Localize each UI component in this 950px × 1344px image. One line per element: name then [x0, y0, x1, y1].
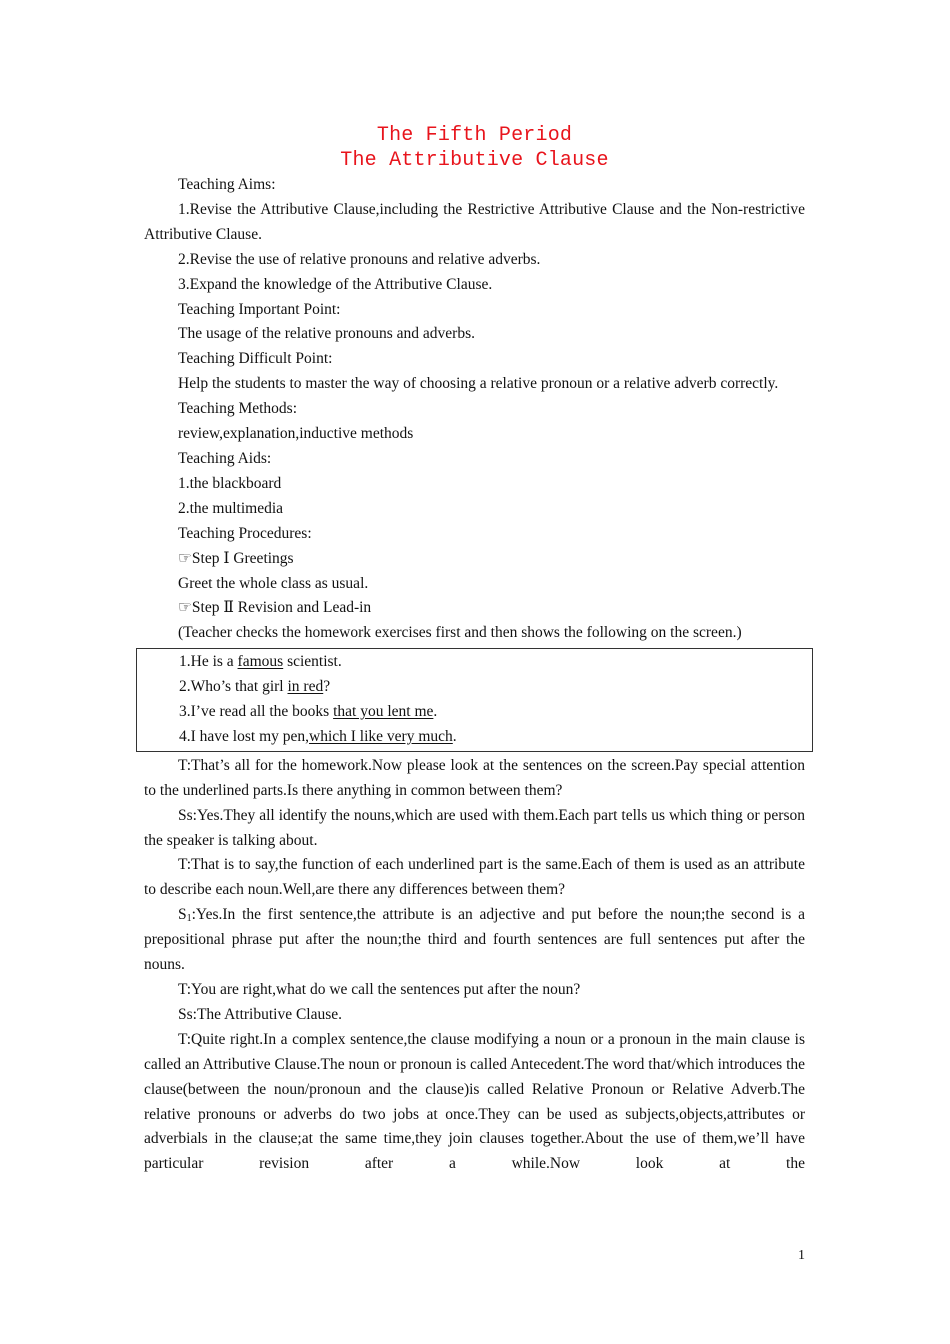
dialogue-5: T:You are right,what do we call the sentences put after the noun?	[178, 981, 581, 998]
box-sentence-3	[145, 700, 804, 725]
box-sentence-2-post: ?	[323, 678, 331, 696]
methods-text: review,explanation,inductive methods	[178, 425, 414, 443]
important-point-text: The usage of the relative pronouns and adverbs.	[178, 325, 475, 343]
box-sentence-3-underlined: that you lent me	[333, 703, 434, 721]
step-2-text: (Teacher checks the homework exercises first and then shows the following on the screen.)	[178, 624, 742, 642]
box-sentence-4-underlined: which I like very much	[309, 727, 453, 745]
screen-sentences-box	[136, 648, 813, 752]
aid-2: 2.the multimedia	[178, 499, 284, 517]
box-sentence-1-pre: 1.He is a	[179, 653, 238, 671]
box-sentence-2	[145, 675, 804, 700]
dialogue-1: T:That’s all for the homework.Now please look at the sentences on the screen.Pay special attention to the underlined parts.Is there anything in common between them?	[144, 756, 805, 799]
aids-heading: Teaching Aids:	[178, 449, 272, 467]
aim-1: 1.Revise the Attributive Clause,including the Restrictive Attributive Clause and the Non-restrictive Attributive Clause.	[144, 200, 805, 243]
step-1-heading: ☞Step Ⅰ Greetings	[178, 549, 294, 567]
box-sentence-1	[145, 650, 804, 675]
methods-heading: Teaching Methods:	[178, 400, 298, 418]
box-sentence-1-post: scientist.	[283, 653, 342, 671]
dialogue-6: Ss:The Attributive Clause.	[178, 1005, 343, 1023]
box-sentence-2-underlined: in red	[287, 678, 324, 696]
dialogue-7: T:Quite right.In a complex sentence,the clause modifying a noun or a pronoun in the main clause is called an Attributive Clause.The noun or pronoun is called Antecedent.The word that/which introduces the clause(between the noun/pronoun and the clause)is called Relative Pronoun or Relative Adverb.The relative pronouns or adverbs do two jobs at once.They can be used as subjects,objects,attributes or adverbials in the clause;at the same time,they join clauses together.About the use of them,we’ll have particular revision after a while.Now look at the	[144, 1030, 805, 1173]
box-sentence-3-post: .	[433, 703, 438, 721]
step-2-heading: ☞Step Ⅱ Revision and Lead-in	[178, 599, 372, 617]
dialogue-4	[144, 903, 805, 978]
title-line-1: The Fifth Period	[376, 124, 573, 147]
title-line-2: The Attributive Clause	[340, 149, 609, 172]
dialogue-3: T:That is to say,the function of each underlined part is the same.Each of them is used as an attribute to describe each noun.Well,are there any differences between them?	[144, 856, 805, 899]
difficult-point-text: Help the students to master the way of choosing a relative pronoun or a relative adverb correctly.	[178, 375, 779, 393]
box-sentence-3-pre: 3.I’ve read all the books	[179, 703, 334, 721]
dialogue-4-speaker: S	[178, 906, 187, 924]
difficult-point-heading: Teaching Difficult Point:	[178, 350, 333, 368]
aim-3: 3.Expand the knowledge of the Attributive Clause.	[178, 275, 493, 293]
box-sentence-4-post: .	[452, 727, 457, 745]
box-sentence-4-pre: 4.I have lost my pen,	[179, 727, 310, 745]
page-number: 1	[798, 1248, 805, 1263]
aid-1: 1.the blackboard	[178, 474, 282, 492]
aims-heading: Teaching Aims:	[178, 176, 276, 193]
aim-2: 2.Revise the use of relative pronouns and relative adverbs.	[178, 250, 541, 268]
procedures-heading: Teaching Procedures:	[178, 524, 312, 542]
box-sentence-1-underlined: famous	[237, 653, 284, 671]
important-point-heading: Teaching Important Point:	[178, 300, 341, 318]
dialogue-2: Ss:Yes.They all identify the nouns,which are used with them.Each part tells us which thing or person the speaker is talking about.	[144, 806, 805, 849]
dialogue-4-text: :Yes.In the first sentence,the attribute is an adjective and put before the noun;the second is a prepositional phrase put after the noun;the third and fourth sentences are full sentences put after the nouns.	[144, 906, 805, 974]
dialogue-4-speaker-subscript: 1	[186, 913, 192, 925]
document-page	[144, 123, 805, 1177]
box-sentence-4	[145, 725, 804, 750]
step-1-text: Greet the whole class as usual.	[178, 574, 369, 592]
box-sentence-2-pre: 2.Who’s that girl	[179, 678, 288, 696]
